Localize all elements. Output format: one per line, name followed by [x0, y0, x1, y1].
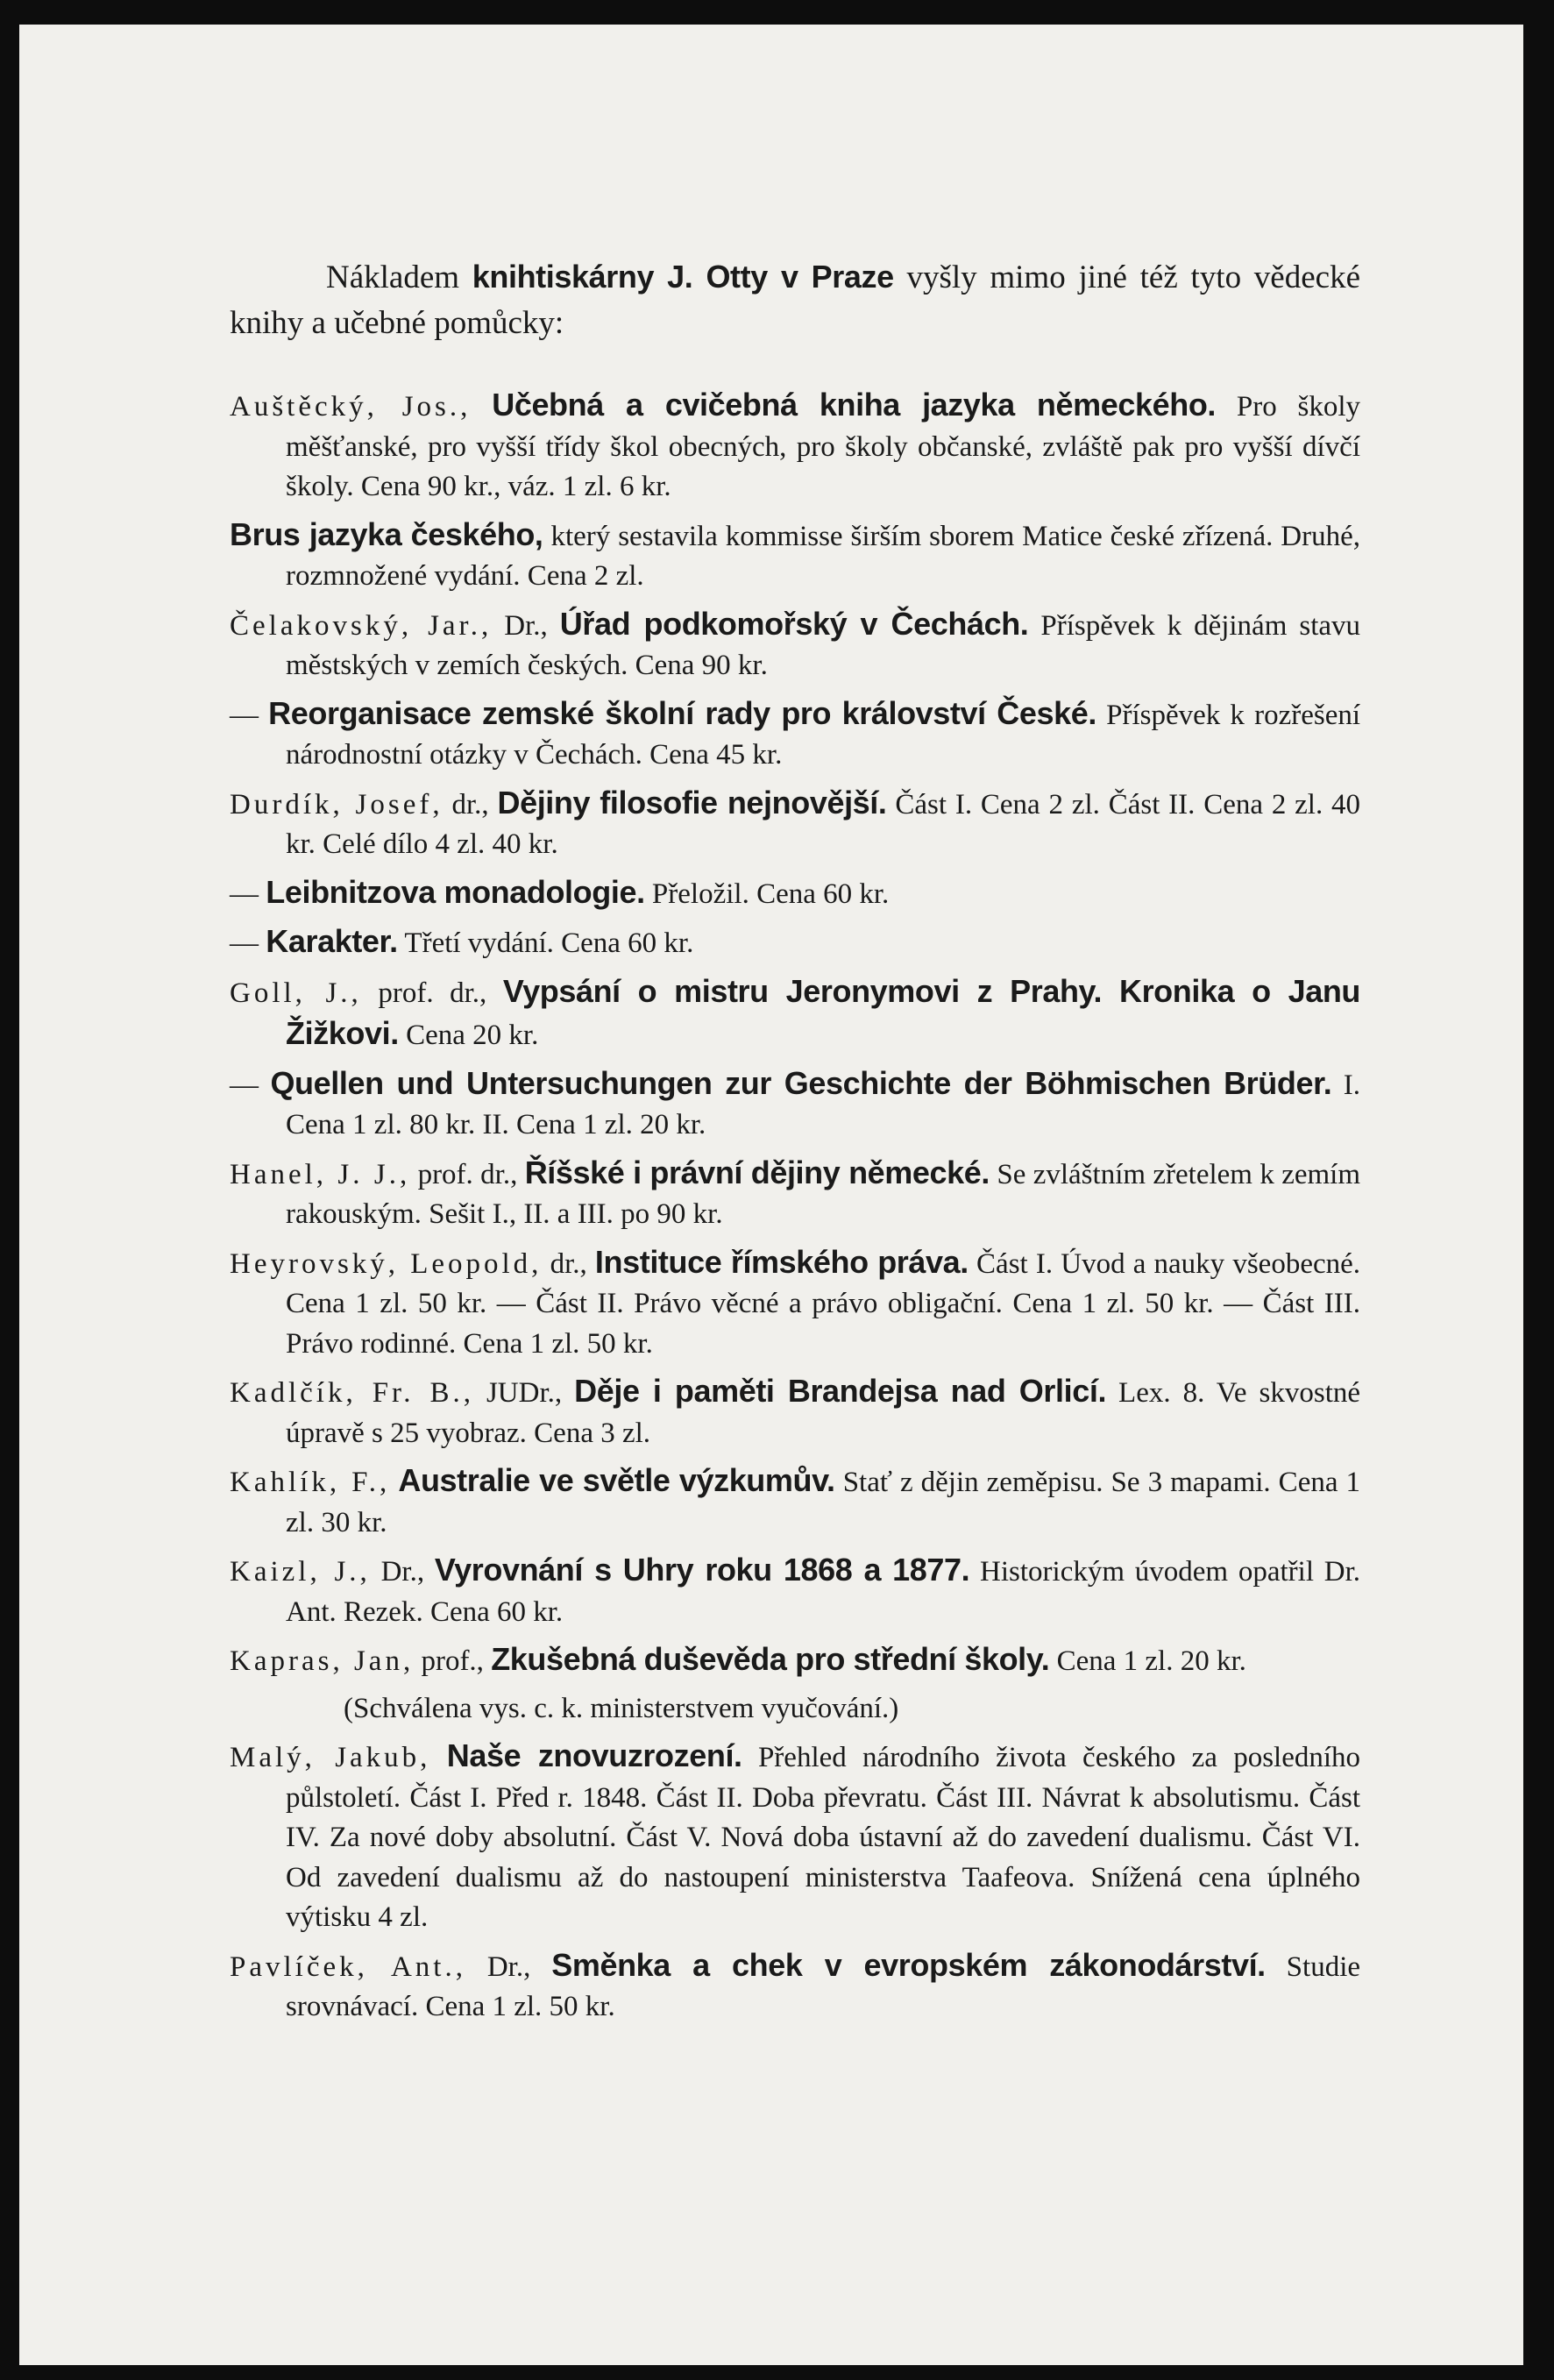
- entry-degree: prof. dr.,: [378, 977, 487, 1009]
- intro-paragraph: [230, 254, 1360, 346]
- entry-title: Říšské i právní dějiny německé.: [524, 1154, 990, 1190]
- entry-description: Část I. Cena 2 zl. Část II. Cena 2 zl. 40 kr. Celé dílo 4 zl. 40 kr.: [286, 788, 1361, 860]
- entry-title: Děje i paměti Brandejsa nad Orlicí.: [574, 1373, 1107, 1409]
- entry-author: Auštěcký, Jos.,: [230, 391, 472, 423]
- entry-degree: JUDr.,: [486, 1377, 563, 1409]
- entry-title: Leibnitzova monadologie.: [266, 873, 645, 910]
- intro-text-end: vyšly mimo jiné též tyto vědecké knihy a učebné pomůcky:: [230, 259, 1360, 341]
- entry-description: Přeložil. Cena 60 kr.: [651, 877, 890, 910]
- approval-note-text: (Schválena vys. c. k. ministerstvem vyučování.): [344, 1692, 899, 1724]
- approval-note: [230, 1689, 1360, 1730]
- catalog-entry: [230, 783, 1360, 865]
- book-page: [19, 25, 1523, 2365]
- entry-description: Třetí vydání. Cena 60 kr.: [404, 927, 694, 959]
- entry-degree: dr.,: [451, 788, 489, 821]
- entry-title: Naše znovuzrození.: [446, 1737, 742, 1773]
- entry-title: Směnka a chek v evropském zákonodárství.: [551, 1946, 1266, 1983]
- catalog-entry: [230, 515, 1360, 597]
- entry-degree: Dr.,: [380, 1556, 425, 1588]
- catalog-entry: [230, 921, 1360, 964]
- entry-title: Učebná a cvičebná kniha jazyka německého.: [492, 387, 1217, 423]
- catalog-entry: [230, 1460, 1360, 1543]
- catalog-entry: [230, 1945, 1360, 2028]
- catalog-entry: [230, 693, 1360, 776]
- entry-degree: dr.,: [550, 1247, 587, 1280]
- entry-description: Příspěvek k rozřešení národnostní otázky v Čechách. Cena 45 kr.: [286, 699, 1361, 771]
- entry-description: Pro školy měšťanské, pro vyšší třídy škol obecných, pro školy občanské, zvláště pak pro vyšší dívčí školy. Cena 90 kr., váz. 1 zl. 6 kr.: [286, 391, 1361, 502]
- entry-description: I. Cena 1 zl. 80 kr. II. Cena 1 zl. 20 kr.: [286, 1069, 1361, 1140]
- catalog-entry: [230, 1639, 1360, 1682]
- catalog-entry: [230, 872, 1360, 915]
- entry-author: Kadlčík, Fr. B.,: [230, 1377, 474, 1409]
- catalog-entry: [230, 1063, 1360, 1146]
- entry-description: Přehled národního života českého za posledního půlstoletí. Část I. Před r. 1848. Část II. Doba převratu. Část III. Návrat k absolutismu. Část IV. Za nové doby absolutní. Část V. Nová doba ústavní až do zavedení dualismu. Část VI. Od zavedení dualismu až do nastoupení ministerstva Taafeova. Snížená cena úplného výtisku 4 zl.: [286, 1742, 1361, 1933]
- entry-title: Quellen und Untersuchungen zur Geschichte der Böhmischen Brüder.: [270, 1064, 1332, 1101]
- catalog-entry: [230, 971, 1360, 1056]
- publisher-name: knihtiskárny J. Otty v Praze: [472, 259, 894, 295]
- catalog-entry: [230, 1242, 1360, 1365]
- entry-title: Úřad podkomořský v Čechách.: [559, 605, 1029, 642]
- entry-title: Instituce římského práva.: [594, 1243, 969, 1280]
- entry-degree: prof. dr.,: [417, 1158, 518, 1190]
- entry-degree: prof.,: [421, 1645, 484, 1677]
- entry-author: Kapras, Jan,: [230, 1645, 415, 1677]
- entry-author: Čelakovský, Jar.,: [230, 609, 493, 642]
- entry-author: Kahlík, F.,: [230, 1467, 391, 1498]
- entry-title: Zkušebná duševěda pro střední školy.: [491, 1641, 1050, 1677]
- entry-description: který sestavila kommisse širším sborem Matice české zřízená. Druhé, rozmnožené vydání. Cena 2 zl.: [286, 520, 1361, 592]
- entry-description: Část I. Úvod a nauky všeobecné. Cena 1 zl. 50 kr. — Část II. Právo věcné a právo obligační. Cena 1 zl. 50 kr. — Část III. Právo rodinné. Cena 1 zl. 50 kr.: [286, 1247, 1361, 1360]
- entry-title: Vypsání o mistru Jeronymovi z Prahy. Kronika o Janu Žižkovi.: [286, 972, 1361, 1051]
- catalog-entry: [230, 1736, 1360, 1938]
- catalog-entry: [230, 385, 1360, 508]
- entry-degree: Dr.,: [486, 1950, 531, 1983]
- ditto-dash: —: [230, 699, 259, 731]
- intro-text: Nákladem: [326, 259, 472, 295]
- entry-description: Cena 1 zl. 20 kr.: [1056, 1645, 1246, 1677]
- entry-title: Dějiny filosofie nejnovější.: [497, 784, 887, 821]
- entry-description: Cena 20 kr.: [406, 1019, 539, 1051]
- entry-title: Australie ve světle výzkumův.: [398, 1462, 835, 1498]
- entry-description: Stať z dějin zeměpisu. Se 3 mapami. Cena 1 zl. 30 kr.: [286, 1467, 1361, 1538]
- ditto-dash: —: [230, 927, 259, 959]
- entry-description: Lex. 8. Ve skvostné úpravě s 25 vyobraz. Cena 3 zl.: [286, 1377, 1361, 1449]
- entry-author: Kaizl, J.,: [230, 1556, 371, 1588]
- ditto-dash: —: [230, 877, 259, 910]
- entry-author: Heyrovský, Leopold,: [230, 1247, 543, 1280]
- catalog-entry: [230, 1153, 1360, 1235]
- entry-description: Se zvláštním zřetelem k zemím rakouským. Sešit I., II. a III. po 90 kr.: [286, 1158, 1360, 1230]
- entry-title: Karakter.: [266, 923, 398, 959]
- entry-description: Studie srovnávací. Cena 1 zl. 50 kr.: [286, 1950, 1361, 2022]
- catalog-entry: [230, 1550, 1360, 1632]
- entry-title: Brus jazyka českého,: [230, 515, 543, 552]
- entry-degree: Dr.,: [504, 609, 548, 642]
- entry-author: Pavlíček, Ant.,: [230, 1950, 466, 1983]
- entry-title: Reorganisace zemské školní rady pro království České.: [268, 694, 1096, 731]
- entry-author: Malý, Jakub,: [230, 1742, 431, 1773]
- page-content: [230, 254, 1360, 2035]
- entry-description: Historickým úvodem opatřil Dr. Ant. Rezek. Cena 60 kr.: [286, 1556, 1361, 1628]
- ditto-dash: —: [230, 1069, 259, 1101]
- entry-author: Durdík, Josef,: [230, 788, 443, 821]
- catalog-entry: [230, 604, 1360, 686]
- catalog-entry: [230, 1371, 1360, 1453]
- entry-author: Hanel, J. J.,: [230, 1158, 411, 1190]
- entry-description: Příspěvek k dějinám stavu městských v zemích českých. Cena 90 kr.: [286, 609, 1361, 681]
- entry-author: Goll, J.,: [230, 977, 362, 1009]
- entry-title: Vyrovnání s Uhry roku 1868 a 1877.: [434, 1552, 970, 1588]
